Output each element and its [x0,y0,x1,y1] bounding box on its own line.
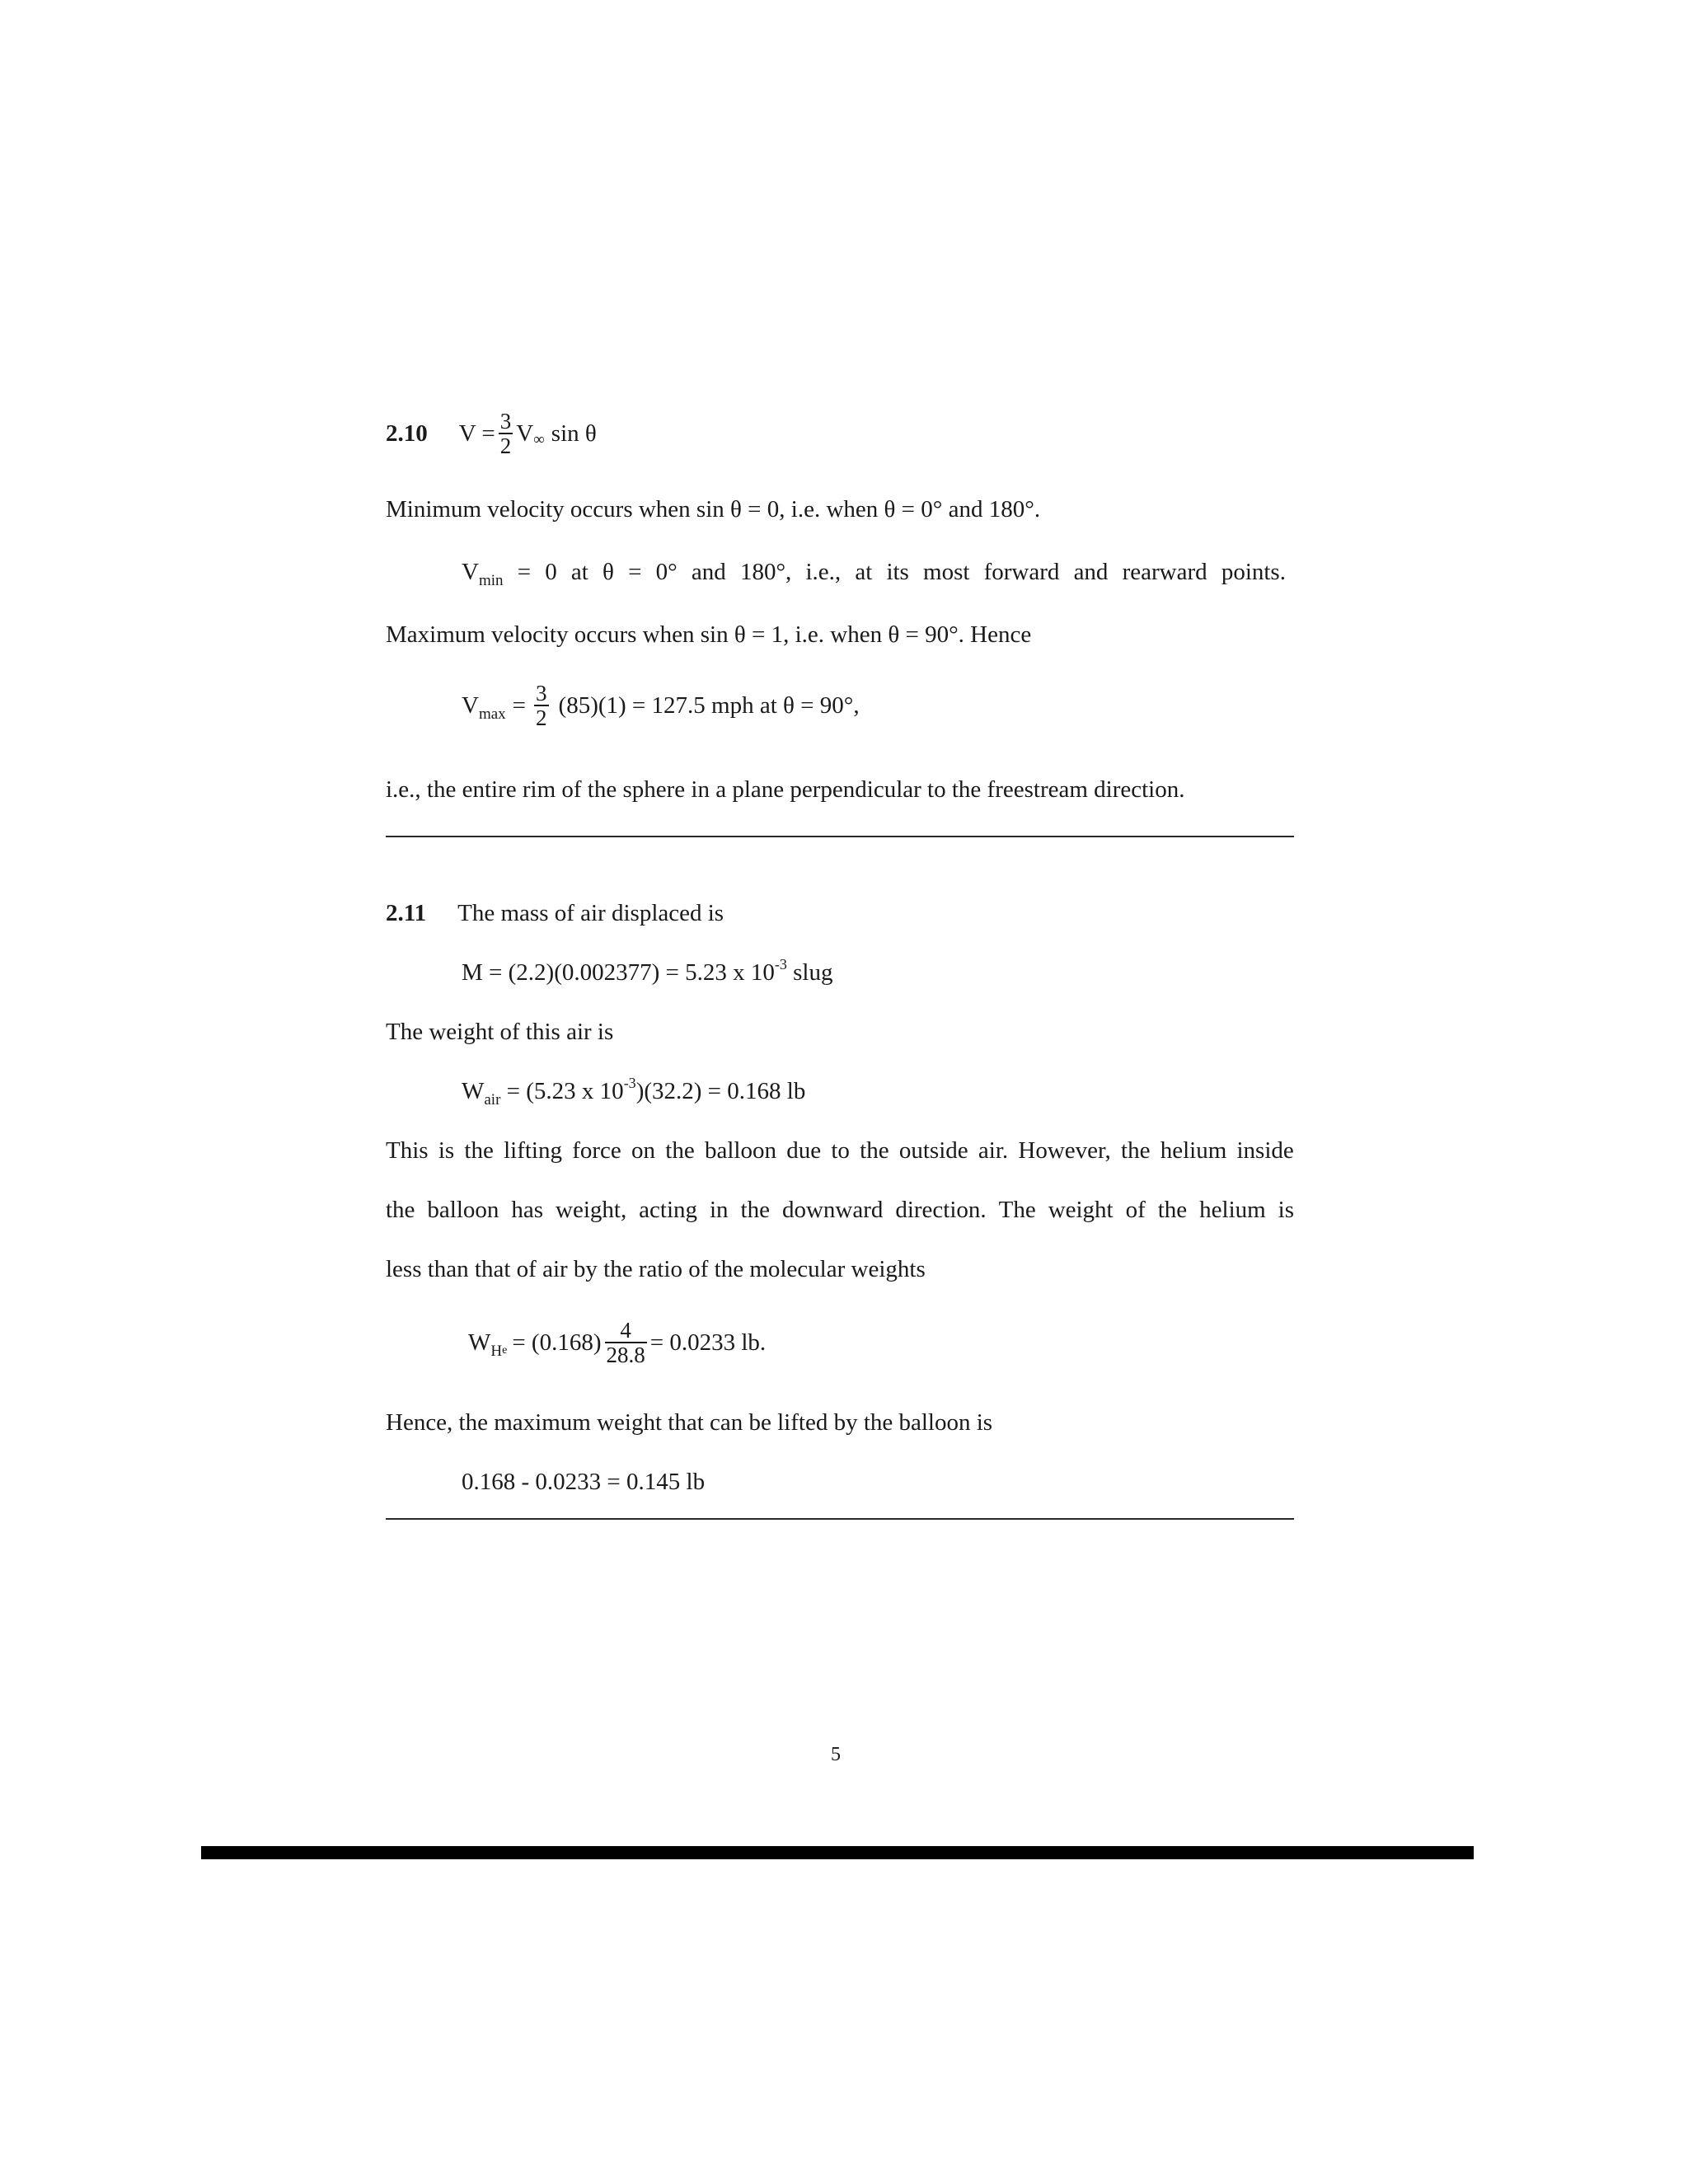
fraction-denominator: 2 [536,705,547,730]
vmin-word: and [691,559,726,585]
minimum-velocity-statement: Minimum velocity occurs when sin θ = 0, i.e. when θ = 0° and 180°. [386,496,1041,523]
vmin-line [462,559,1286,589]
vmax-symbol: $V_{max}$ [462,691,506,723]
vmin-word: = [628,559,642,585]
paragraph-line-last: less than that of air by the ratio of the molecular weights [386,1256,926,1282]
vmax-value: (85)(1) = 127.5 mph at θ = 90°, [558,691,860,719]
helium-weight-result: = 0.0233 lb. [649,1329,767,1356]
fraction-numerator: 4 [620,1317,631,1343]
vmin-word: and [1073,559,1109,585]
problem-number: 2.10 [386,419,428,447]
maximum-velocity-statement: Maximum velocity occurs when sin θ = 1, i.e. when θ = 90°. Hence [386,621,1032,648]
equation-lhs: V = [458,419,495,447]
paragraph-line: the balloon has weight, acting in the downward direction. The weight of the helium is [386,1197,1294,1223]
vmin-word: 180°, [739,559,792,585]
problem-2-10-heading [386,409,597,458]
vmin-word: forward [983,559,1060,585]
vmin-word: 0° [655,559,678,585]
page-number: 5 [831,1744,841,1765]
helium-weight-equation [468,1315,766,1370]
equation-velocity: V [516,419,534,447]
vmin-equals: = [517,559,532,585]
equation-infinity-subscript: ∞ [533,430,545,448]
equation-sine: sin θ [551,419,597,447]
vmin-word: at [855,559,873,585]
vmin-word: 0 [545,559,557,585]
paragraph-line: This is the lifting force on the balloon due to the outside air. However, the helium inside [386,1137,1294,1164]
vmax-equation [462,681,860,730]
weight-intro: The weight of this air is [386,1019,614,1045]
page-bottom-bar [201,1846,1474,1859]
equation-fraction [499,410,513,458]
vmin-word: points. [1221,559,1286,585]
vmin-word: its [886,559,909,585]
fraction-numerator: 3 [536,680,547,705]
fraction-denominator: 28.8 [606,1343,645,1367]
maximum-lift-statement: Hence, the maximum weight that can be lifted by the balloon is [386,1409,993,1436]
fraction-numerator: 3 [499,408,512,434]
vmax-equals: = [512,691,527,719]
fraction-denominator: 2 [499,434,512,458]
helium-weight-factor: = (0.168) [512,1329,602,1356]
mass-equation: M = (2.2)(0.002377) = 5.23 x $10^{-3}$ slug [462,956,833,986]
vmin-word: i.e., [805,559,842,585]
vmin-word: most [923,559,970,585]
vmax-fraction [534,682,549,730]
section-divider [386,1518,1294,1520]
section-divider [386,836,1294,837]
helium-weight-symbol: $W_He$ [468,1329,508,1360]
problem-number: 2.11 [386,900,427,926]
air-weight-equation: $W_{air} = (5.23$ x $10^{-3})(32.2) = 0.168$ lb [462,1075,806,1108]
mass-intro: The mass of air displaced is [457,900,724,926]
vmin-word: rearward [1122,559,1207,585]
rim-statement: i.e., the entire rim of the sphere in a plane perpendicular to the freestream direction. [386,776,1185,803]
vmin-word: at [570,559,588,585]
final-result: 0.168 - 0.0233 = 0.145 lb [462,1469,706,1495]
vmin-symbol: $V_{min}$ [462,559,504,589]
molecular-weight-ratio [605,1319,647,1367]
vmin-word: θ [603,559,614,585]
problem-2-11-heading [386,902,724,926]
